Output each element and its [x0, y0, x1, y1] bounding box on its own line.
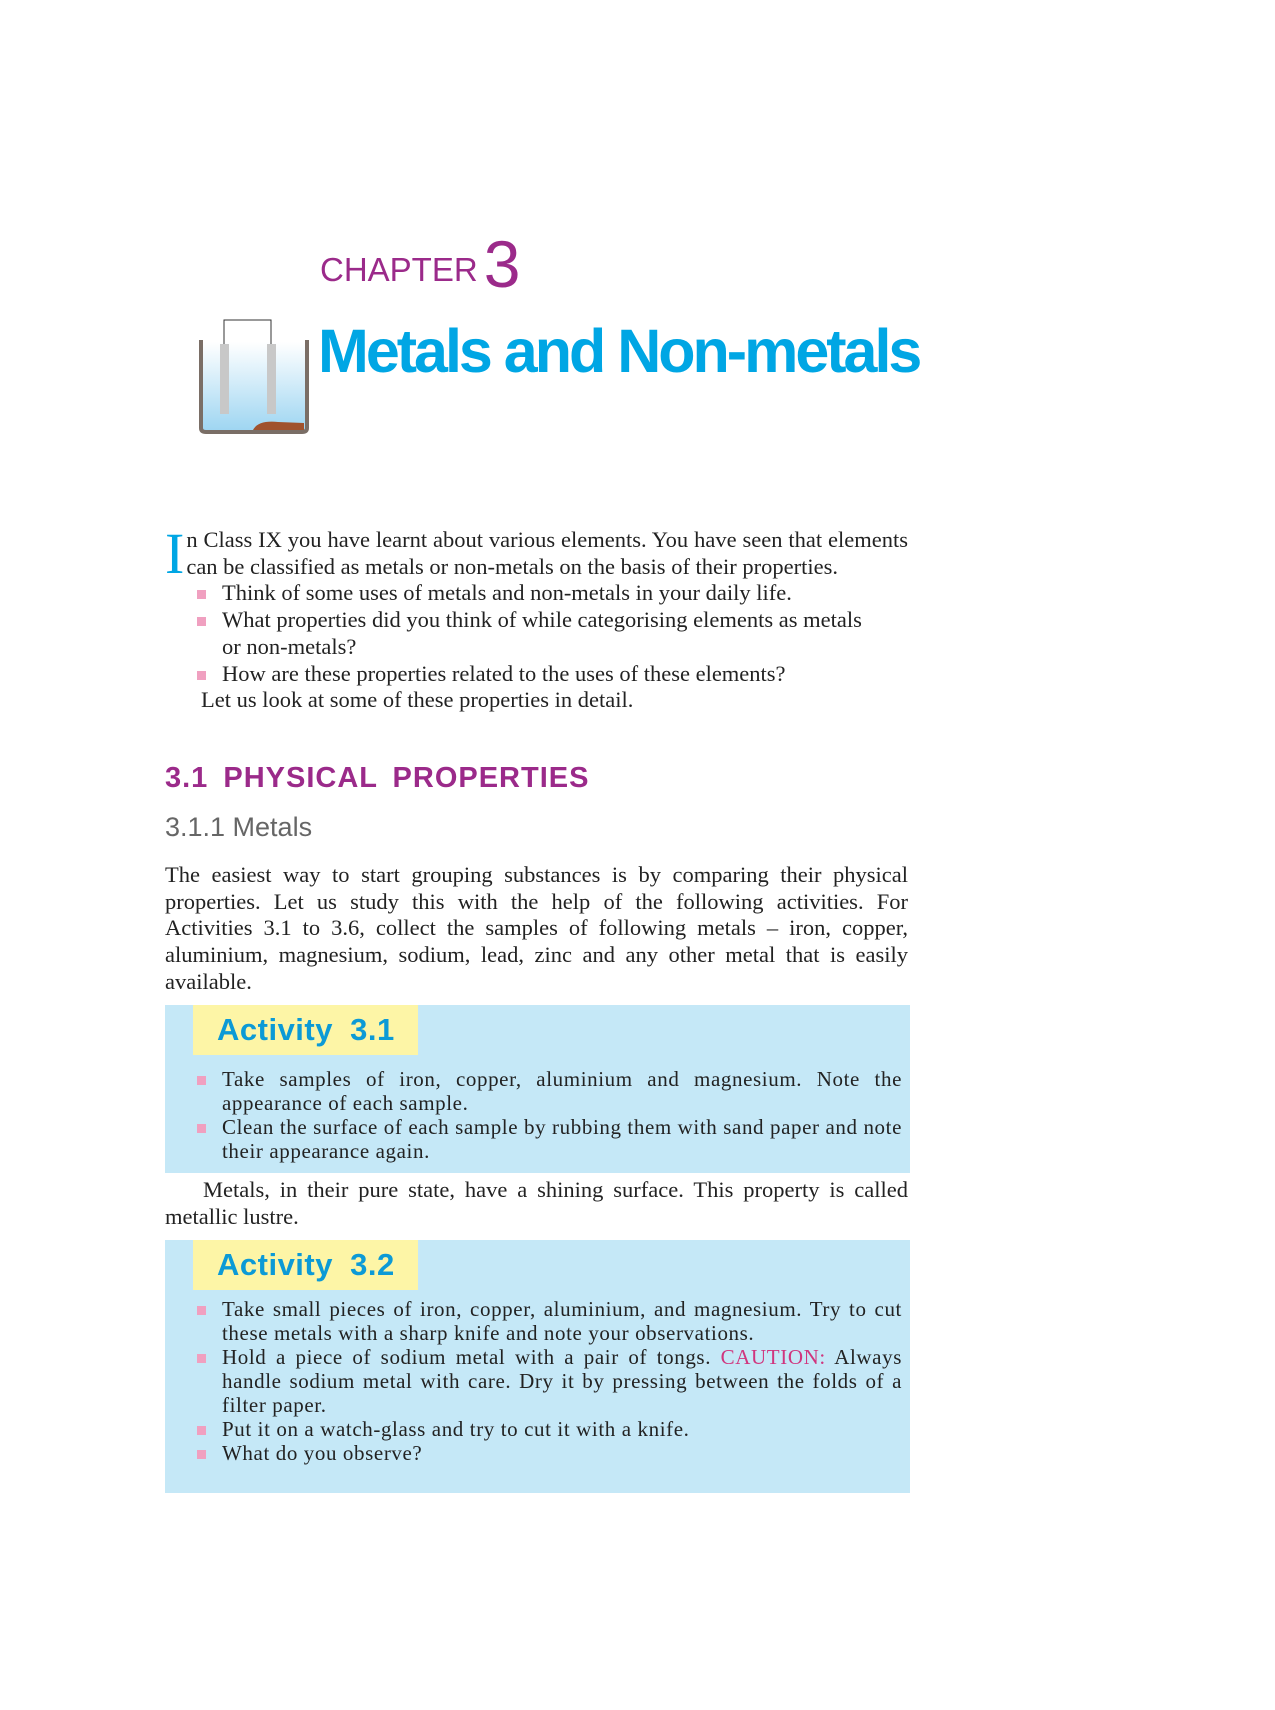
- list-item: Think of some uses of metals and non-metals in your daily life.: [222, 580, 862, 607]
- chapter-word: CHAPTER: [320, 251, 478, 288]
- activity-box: [165, 1240, 910, 1493]
- list-item: Put it on a watch-glass and try to cut it with a knife.: [222, 1417, 902, 1441]
- section-heading: 3.1 PHYSICAL PROPERTIES: [165, 762, 590, 794]
- intro-bullets: [165, 580, 862, 687]
- drop-cap: I: [165, 521, 185, 586]
- list-item: How are these properties related to the uses of these elements?: [222, 661, 862, 688]
- list-item: What do you observe?: [222, 1441, 902, 1465]
- activity-list: [165, 1297, 902, 1465]
- item-text: Hold a piece of sodium metal with a pair of tongs.: [222, 1345, 712, 1369]
- activity-list: [165, 1067, 902, 1163]
- chapter-label: [320, 226, 520, 302]
- intro-text: n Class IX you have learnt about various elements. You have seen that elements can be classified as metals or non-metals on the basis of their properties.: [186, 527, 908, 579]
- body-paragraph: The easiest way to start grouping substances is by comparing their physical properties. Let us study this with the help of the following activities. For Activities 3.1 to 3.6, collect the samples of following metals – iron, copper, aluminium, magnesium, sodium, lead, zinc and any other metal that is easily available.: [165, 862, 908, 994]
- body-paragraph: [165, 1177, 908, 1230]
- intro-closing: Let us look at some of these properties in detail.: [201, 687, 634, 713]
- list-item: [222, 1345, 902, 1417]
- item-text: Always handle sodium metal with care. Dry it by pressing between the folds of a filter paper.: [222, 1345, 902, 1417]
- list-item: Clean the surface of each sample by rubbing them with sand paper and note their appearance again.: [222, 1115, 903, 1163]
- list-item: Take small pieces of iron, copper, aluminium, and magnesium. Try to cut these metals with a sharp knife and note your observations.: [222, 1297, 902, 1345]
- activity-label: Activity 3.1: [193, 1005, 418, 1055]
- intro-paragraph: [165, 521, 908, 586]
- activity-box: [165, 1005, 910, 1173]
- electrolysis-beaker-icon: [198, 312, 310, 434]
- caution-label: CAUTION:: [720, 1345, 826, 1369]
- chapter-number: 3: [483, 227, 521, 301]
- intro-section: [165, 521, 908, 714]
- list-item: Take samples of iron, copper, aluminium and magnesium. Note the appearance of each sample.: [222, 1067, 902, 1115]
- subsection-heading: 3.1.1 Metals: [165, 812, 313, 842]
- list-item: What properties did you think of while categorising elements as metals or non-metals?: [222, 607, 862, 659]
- chapter-title: Metals and Non-metals: [318, 317, 920, 385]
- lustre-text: Metals, in their pure state, have a shining surface. This property is called metallic lustre.: [165, 1177, 908, 1229]
- activity-label: Activity 3.2: [193, 1240, 418, 1290]
